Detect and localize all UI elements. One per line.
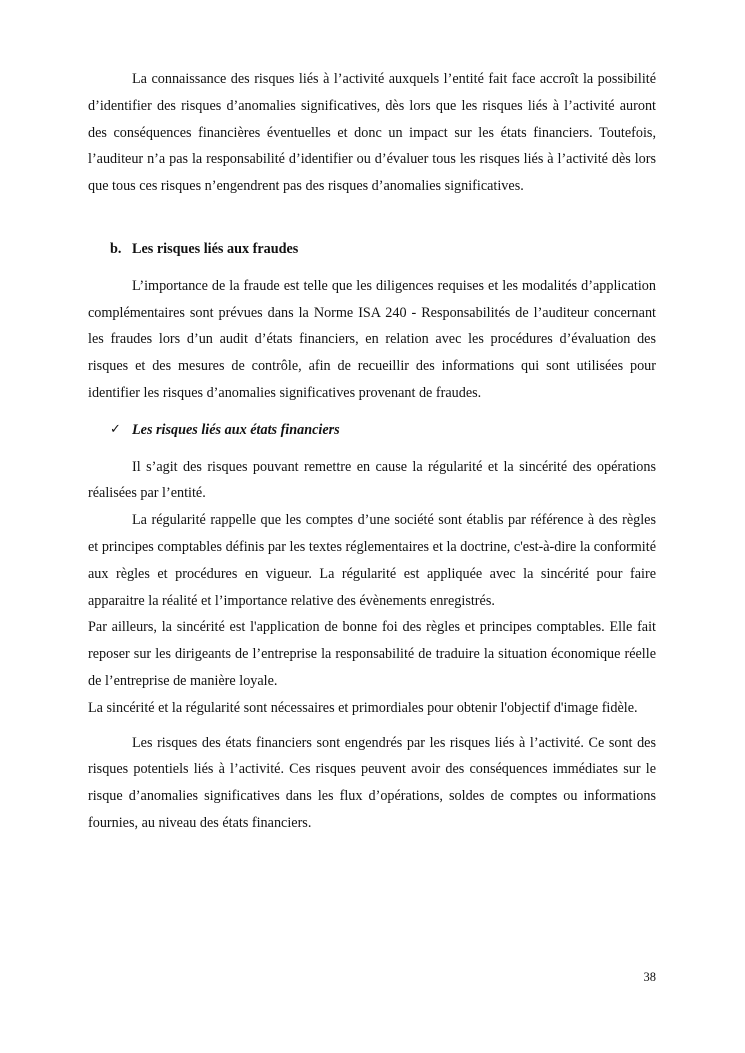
subsection-heading-title: Les risques liés aux états financiers (132, 421, 340, 438)
paragraph-regularity-definition: La régularité rappelle que les comptes d’une société sont établis par référence à des règles et principes comptables définis par les textes réglementaires et la doctrine, c'est-à-dire la conformité aux règles et procédures en vigueur. La régularité est appliquée avec la sincérité pour faire apparaitre la réalité et l’importance relative des évènements enregistrés. (88, 512, 656, 609)
check-icon: ✓ (110, 421, 121, 437)
section-heading-title: Les risques liés aux fraudes (132, 240, 299, 257)
paragraph-financial-statement-risks: Les risques des états financiers sont engendrés par les risques liés à l’activité. Ce sont des risques potentiels liés à l’activité. Ces risques peuvent avoir des conséquences immédiates sur le risque d’anomalies significatives dans les flux d’opérations, soldes de comptes ou informations fournies, au niveau des états financiers. (88, 734, 656, 831)
paragraph-regularity-sincerity-intro: Il s’agit des risques pouvant remettre en cause la régularité et la sincérité des opérations réalisées par l’entité. (88, 458, 656, 502)
document-page (88, 66, 656, 837)
paragraph-fraud-importance: L’importance de la fraude est telle que les diligences requises et les modalités d’application complémentaires sont prévues dans la Norme ISA 240 - Responsabilités de l’auditeur concernant les fraudes lors d’un audit d’états financiers, en relation avec les procédures d’évaluation des risques et des mesures de contrôle, afin de recueillir des informations qui sont utilisées pour identifier les risques d’anomalies significatives provenant de fraudes. (88, 277, 656, 401)
section-heading-fraud-risks (110, 236, 656, 263)
paragraph-activity-risks: La connaissance des risques liés à l’activité auxquels l’entité fait face accroît la possibilité d’identifier des risques d’anomalies significatives, dès lors que les risques liés à l’activité auront des conséquences financières éventuelles et donc un impact sur les états financiers. Toutefois, l’auditeur n’a pas la responsabilité d’identifier ou d’évaluer tous les risques liés à l’activité dès lors que tous ces risques n’engendrent pas des risques d’anomalies significatives. (88, 71, 656, 195)
section-heading-letter: b. (110, 240, 122, 257)
paragraph-sincerity-definition: Par ailleurs, la sincérité est l'application de bonne foi des règles et principes comptables. Elle fait reposer sur les dirigeants de l’entreprise la responsabilité de traduire la situation économique réelle de l’entreprise de manière loyale. (88, 619, 656, 689)
paragraph-true-fair-view: La sincérité et la régularité sont nécessaires et primordiales pour obtenir l'objectif d'image fidèle. (88, 699, 638, 716)
page-number: 38 (643, 970, 656, 984)
subsection-heading-financial-statements (110, 417, 656, 444)
